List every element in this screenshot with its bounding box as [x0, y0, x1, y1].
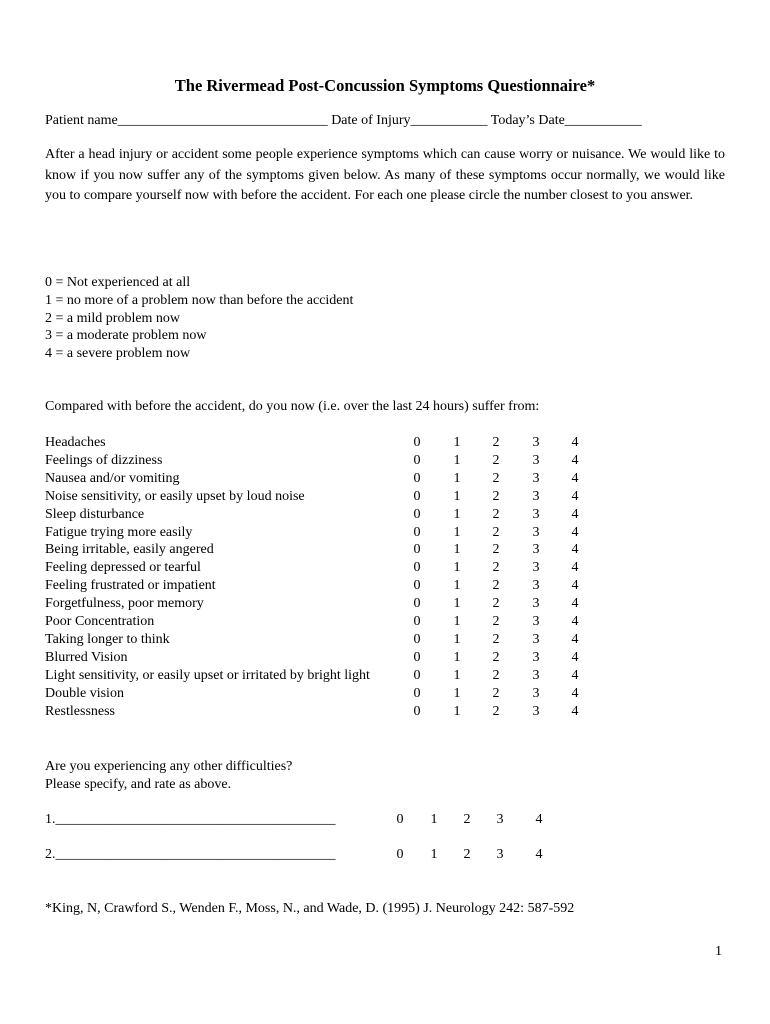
rating-option-4[interactable]: 4 [571, 649, 579, 665]
rating-option-4[interactable]: 4 [571, 542, 579, 558]
rating-option-2[interactable]: 2 [492, 470, 500, 486]
rating-option-4[interactable]: 4 [571, 596, 579, 612]
rating-option-2[interactable]: 2 [492, 685, 500, 701]
rating-option-2[interactable]: 2 [492, 614, 500, 629]
rating-option-0[interactable]: 0 [413, 667, 421, 683]
symptom-row [45, 452, 605, 470]
scale-item: 4 = a severe problem now [45, 346, 191, 362]
other-question: Are you experiencing any other difficulties? [45, 759, 293, 774]
rating-option-4[interactable]: 4 [571, 488, 579, 504]
symptom-row [45, 577, 605, 595]
rating-option-3[interactable]: 3 [532, 524, 540, 540]
rating-option-0[interactable]: 0 [413, 614, 421, 629]
rating-option-1[interactable]: 1 [453, 667, 461, 683]
rating-option-3[interactable]: 3 [496, 847, 504, 862]
symptom-label: Taking longer to think [45, 631, 170, 647]
rating-option-2[interactable]: 2 [492, 560, 500, 576]
scale-item: 3 = a moderate problem now [45, 328, 207, 344]
symptom-label: Feeling frustrated or impatient [45, 578, 216, 594]
other-difficulties [45, 758, 292, 794]
rating-option-0[interactable]: 0 [413, 452, 421, 468]
symptom-label: Blurred Vision [45, 649, 128, 665]
blank-line[interactable]: 2.________________________________________ [45, 847, 336, 862]
symptom-label: Light sensitivity, or easily upset or irritated by bright light [45, 667, 370, 683]
rating-option-4[interactable]: 4 [571, 560, 579, 576]
symptom-row [45, 667, 605, 685]
rating-option-2[interactable]: 2 [492, 596, 500, 612]
rating-scale [45, 274, 353, 363]
rating-option-4[interactable]: 4 [571, 506, 579, 522]
rating-option-1[interactable]: 1 [453, 596, 461, 612]
rating-option-4[interactable]: 4 [571, 614, 579, 629]
rating-option-3[interactable]: 3 [532, 667, 540, 683]
blank-line[interactable]: 1.________________________________________ [45, 812, 336, 827]
symptom-row [45, 541, 605, 559]
rating-option-3[interactable]: 3 [532, 578, 540, 594]
rating-option-0[interactable]: 0 [413, 578, 421, 594]
rating-option-0[interactable]: 0 [413, 435, 421, 450]
rating-option-2[interactable]: 2 [492, 435, 500, 450]
rating-option-3[interactable]: 3 [532, 703, 540, 719]
rating-option-1[interactable]: 1 [453, 435, 461, 450]
rating-option-2[interactable]: 2 [492, 452, 500, 468]
other-instruction: Please specify, and rate as above. [45, 776, 232, 792]
rating-option-3[interactable]: 3 [532, 488, 540, 504]
rating-option-2[interactable]: 2 [492, 703, 500, 719]
scale-item: 1 = no more of a problem now than before the accident [45, 292, 354, 308]
symptom-label: Feeling depressed or tearful [45, 560, 201, 576]
rating-option-1[interactable]: 1 [453, 703, 461, 719]
symptom-row [45, 488, 605, 506]
rating-option-1[interactable]: 1 [430, 847, 438, 862]
rating-option-2[interactable]: 2 [492, 667, 500, 683]
rating-option-0[interactable]: 0 [413, 560, 421, 576]
symptom-label: Double vision [45, 685, 124, 701]
symptoms-prompt: Compared with before the accident, do you now (i.e. over the last 24 hours) suffer from: [45, 399, 540, 414]
rating-option-3[interactable]: 3 [532, 631, 540, 647]
rating-option-1[interactable]: 1 [453, 488, 461, 504]
rating-option-3[interactable]: 3 [532, 614, 540, 629]
rating-option-2[interactable]: 2 [492, 524, 500, 540]
rating-option-0[interactable]: 0 [396, 847, 404, 862]
symptom-row [45, 703, 605, 721]
rating-option-4[interactable]: 4 [535, 812, 543, 827]
symptom-label: Being irritable, easily angered [45, 542, 214, 558]
rating-option-2[interactable]: 2 [492, 631, 500, 647]
rating-option-4[interactable]: 4 [535, 847, 543, 862]
rating-option-4[interactable]: 4 [571, 703, 579, 719]
symptom-label: Restlessness [45, 703, 115, 719]
rating-option-1[interactable]: 1 [453, 649, 461, 665]
rating-option-2[interactable]: 2 [492, 506, 500, 522]
rating-option-3[interactable]: 3 [532, 542, 540, 558]
rating-option-3[interactable]: 3 [532, 596, 540, 612]
rating-option-1[interactable]: 1 [453, 470, 461, 486]
rating-option-1[interactable]: 1 [453, 452, 461, 468]
symptom-row [45, 559, 605, 577]
rating-option-2[interactable]: 2 [492, 488, 500, 504]
rating-option-0[interactable]: 0 [413, 524, 421, 540]
rating-option-0[interactable]: 0 [413, 649, 421, 665]
symptom-row [45, 595, 605, 613]
symptom-row [45, 470, 605, 488]
rating-option-0[interactable]: 0 [396, 812, 404, 827]
rating-option-0[interactable]: 0 [413, 488, 421, 504]
rating-option-0[interactable]: 0 [413, 470, 421, 486]
rating-option-4[interactable]: 4 [571, 435, 579, 450]
rating-option-2[interactable]: 2 [463, 847, 471, 862]
rating-option-1[interactable]: 1 [453, 614, 461, 629]
symptom-row [45, 524, 605, 542]
rating-option-4[interactable]: 4 [571, 452, 579, 468]
intro-paragraph: After a head injury or accident some people experience symptoms which can cause worry or nuisance. We would like to know if you now suffer any of the symptoms given below. As many of these symptoms occur normally, we would like you to compare yourself now with before the accident. For each one please circle the number closest to you answer. [45, 147, 725, 204]
rating-option-1[interactable]: 1 [453, 631, 461, 647]
symptom-label: Poor Concentration [45, 614, 155, 629]
rating-option-4[interactable]: 4 [571, 685, 579, 701]
rating-option-3[interactable]: 3 [532, 685, 540, 701]
symptom-label: Nausea and/or vomiting [45, 470, 180, 486]
rating-option-4[interactable]: 4 [571, 524, 579, 540]
symptom-row [45, 506, 605, 524]
citation-footnote: *King, N, Crawford S., Wenden F., Moss, N., and Wade, D. (1995) J. Neurology 242: 587-592 [45, 901, 575, 916]
rating-option-1[interactable]: 1 [453, 560, 461, 576]
rating-option-1[interactable]: 1 [453, 578, 461, 594]
symptom-label: Feelings of dizziness [45, 452, 163, 468]
rating-option-2[interactable]: 2 [463, 812, 471, 827]
symptom-row [45, 685, 605, 703]
rating-option-4[interactable]: 4 [571, 470, 579, 486]
rating-option-0[interactable]: 0 [413, 703, 421, 719]
scale-item: 2 = a mild problem now [45, 310, 181, 326]
rating-option-4[interactable]: 4 [571, 631, 579, 647]
rating-option-1[interactable]: 1 [430, 812, 438, 827]
page-number: 1 [715, 944, 722, 959]
symptom-label: Fatigue trying more easily [45, 524, 193, 540]
rating-option-4[interactable]: 4 [571, 578, 579, 594]
other-blank-row [45, 846, 565, 864]
symptom-row [45, 649, 605, 667]
rating-option-3[interactable]: 3 [532, 470, 540, 486]
rating-option-2[interactable]: 2 [492, 649, 500, 665]
rating-option-0[interactable]: 0 [413, 506, 421, 522]
rating-option-3[interactable]: 3 [496, 812, 504, 827]
symptom-row [45, 613, 605, 631]
rating-option-3[interactable]: 3 [532, 560, 540, 576]
rating-option-3[interactable]: 3 [532, 506, 540, 522]
rating-option-0[interactable]: 0 [413, 542, 421, 558]
rating-option-0[interactable]: 0 [413, 685, 421, 701]
rating-option-3[interactable]: 3 [532, 435, 540, 450]
rating-option-0[interactable]: 0 [413, 596, 421, 612]
rating-option-4[interactable]: 4 [571, 667, 579, 683]
rating-option-0[interactable]: 0 [413, 631, 421, 647]
symptom-label: Noise sensitivity, or easily upset by loud noise [45, 488, 305, 504]
rating-option-3[interactable]: 3 [532, 452, 540, 468]
symptom-label: Sleep disturbance [45, 506, 145, 522]
symptom-label: Headaches [45, 435, 106, 450]
rating-option-3[interactable]: 3 [532, 649, 540, 665]
rating-option-2[interactable]: 2 [492, 578, 500, 594]
patient-info-line: Patient name______________________________ Date of Injury___________ Today’s Date___________ [45, 113, 642, 128]
rating-option-2[interactable]: 2 [492, 542, 500, 558]
symptom-row [45, 631, 605, 649]
rating-option-1[interactable]: 1 [453, 506, 461, 522]
rating-option-1[interactable]: 1 [453, 685, 461, 701]
rating-option-1[interactable]: 1 [453, 542, 461, 558]
page-title: The Rivermead Post-Concussion Symptoms Questionnaire* [174, 76, 596, 95]
other-blank-row [45, 811, 565, 829]
scale-item: 0 = Not experienced at all [45, 275, 191, 290]
symptom-label: Forgetfulness, poor memory [45, 596, 204, 612]
symptom-row [45, 434, 605, 452]
rating-option-1[interactable]: 1 [453, 524, 461, 540]
